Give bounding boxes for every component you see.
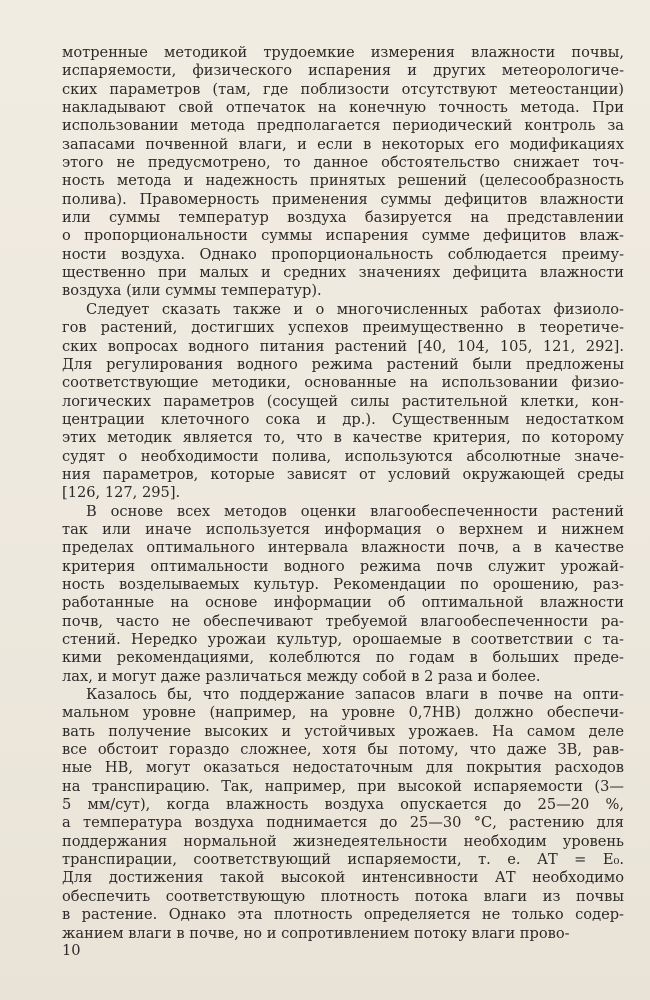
text-line: все обстоит гораздо сложнее, хотя бы потому, что даже ЗВ, рав- [62, 741, 624, 759]
text-line: Для достижения такой высокой интенсивности АТ необходимо [62, 869, 624, 887]
text-line: вать получение высоких и устойчивых урожаев. На самом деле [62, 722, 624, 740]
text-line: использовании метода предполагается периодический контроль за [62, 117, 624, 135]
text-line: ные НВ, могут оказаться недостаточным для покрытия расходов [62, 759, 624, 777]
text-line: этих методик является то, что в качестве критерия, по которому [62, 429, 624, 447]
paragraph [62, 301, 624, 503]
text-line: 5 мм/сут), когда влажность воздуха опускается до 25—20 %, [62, 796, 624, 814]
text-line: поддержания нормальной жизнедеятельности необходим уровень [62, 832, 624, 850]
text-line: ность возделываемых культур. Рекомендации по орошению, раз- [62, 575, 624, 593]
text-line: Следует сказать также и о многочисленных работах физиоло- [86, 300, 624, 318]
text-line: ности воздуха. Однако пропорциональность соблюдается преиму- [62, 245, 624, 263]
text-line: логических параметров (сосущей силы растительной клетки, кон- [62, 392, 624, 410]
text-line: воздуха (или суммы температур). [62, 282, 322, 300]
paragraph [62, 44, 624, 301]
text-line: полива). Правомерность применения суммы дефицитов влажности [62, 190, 624, 208]
text-line: ских вопросах водного питания растений [40, 104, 105, 121, 292]. [62, 337, 624, 355]
text-line: накладывают свой отпечаток на конечную точность метода. При [62, 99, 624, 117]
text-line: стений. Нередко урожаи культур, орошаемые в соответствии с та- [62, 631, 624, 648]
text-line: о пропорциональности суммы испарения сумме дефицитов влаж- [62, 227, 624, 245]
text-line: ских параметров (там, где поблизости отсутствуют метеостанции) [62, 80, 624, 98]
text-line: В основе всех методов оценки влагообеспеченности растений [86, 502, 624, 520]
text-line: жанием влаги в почве, но и сопротивлением потоку влаги прово- [62, 924, 570, 942]
text-line: мотренные методикой трудоемкие измерения влажности почвы, [62, 44, 624, 61]
text-line: транспирации, соответствующий испаряемости, т. е. АТ = E₀. [62, 851, 624, 869]
text-line: гов растений, достигших успехов преимущественно в теоретиче- [62, 319, 624, 337]
paragraph [62, 686, 624, 943]
text-line: критерия оптимальности водного режима почв служит урожай- [62, 557, 624, 575]
page-number: 10 [62, 942, 81, 959]
text-line: испаряемости, физического испарения и других метеорологиче- [62, 62, 624, 80]
text-line: Для регулирования водного режима растений были предложены [62, 355, 624, 373]
body-text [62, 44, 624, 943]
text-line: в растение. Однако эта плотность определяется не только содер- [62, 906, 624, 924]
text-line: обеспечить соответствующую плотность потока влаги из почвы [62, 887, 624, 905]
text-line: запасами почвенной влаги, и если в некоторых его модификациях [62, 135, 624, 153]
text-line: а температура воздуха поднимается до 25—30 °С, растению для [62, 814, 624, 832]
text-line: кими рекомендациями, колеблются по годам в больших преде- [62, 649, 624, 667]
text-line: так или иначе используется информация о верхнем и нижнем [62, 520, 624, 538]
text-line: Казалось бы, что поддержание запасов влаги в почве на опти- [86, 686, 624, 704]
text-line: или суммы температур воздуха базируется на представлении [62, 209, 624, 227]
text-line: на транспирацию. Так, например, при высокой испаряемости (3— [62, 777, 624, 795]
text-line: работанные на основе информации об оптимальной влажности [62, 594, 624, 612]
text-line: ния параметров, которые зависят от условий окружающей среды [62, 465, 624, 483]
text-line: [126, 127, 295]. [62, 484, 181, 502]
text-line: почв, часто не обеспечивают требуемой влагообеспеченности ра- [62, 612, 624, 630]
text-line: этого не предусмотрено, то данное обстоятельство снижает точ- [62, 154, 624, 172]
text-line: мальном уровне (например, на уровне 0,7НВ) должно обеспечи- [62, 704, 624, 722]
text-line: лах, и могут даже различаться между собой в 2 раза и более. [62, 667, 541, 685]
text-line: соответствующие методики, основанные на использовании физио- [62, 374, 624, 392]
text-line: щественно при малых и средних значениях дефицита влажности [62, 264, 624, 282]
text-line: центрации клеточного сока и др.). Существенным недостатком [62, 410, 624, 428]
text-line: ность метода и надежность принятых решений (целесообразность [62, 172, 624, 190]
text-line: пределах оптимального интервала влажности почв, а в качестве [62, 539, 624, 557]
text-line: судят о необходимости полива, используются абсолютные значе- [62, 447, 624, 465]
paragraph [62, 503, 624, 686]
